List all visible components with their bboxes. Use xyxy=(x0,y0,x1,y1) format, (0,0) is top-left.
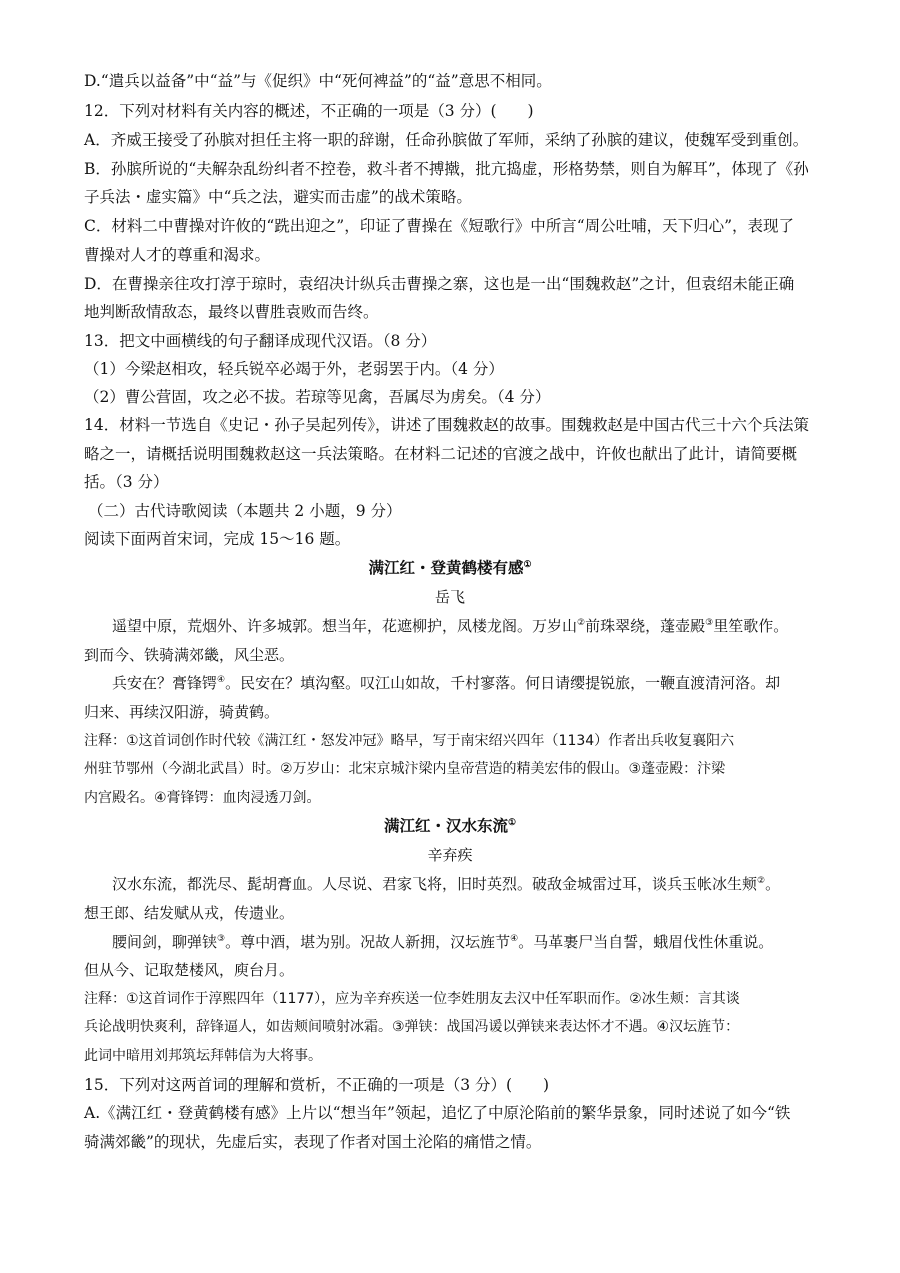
note-mark: ④ xyxy=(217,675,226,685)
q13-sentence-2: （2）曹公营固，攻之必不拔。若琼等见禽，吾属尽为虏矣。（4 分） xyxy=(84,388,551,406)
q12-option-b-line1: B．孙膑所说的“夫解杂乱纷纠者不控卷，救斗者不搏撠，批亢捣虚，形格势禁，则自为解耳”，体现了《孙 xyxy=(84,160,809,178)
note-mark: ② xyxy=(577,618,586,628)
q14-line2: 略之一，请概括说明围魏救赵这一兵法策略。在材料二记述的官渡之战中，许攸也献出了此计，请简要概 xyxy=(84,445,798,463)
note-mark: ③ xyxy=(705,618,714,628)
q15-stem: 15．下列对这两首词的理解和赏析，不正确的一项是（3 分）( ) xyxy=(84,1076,550,1094)
poem1-text: 。民安在？填沟壑。叹江山如故，千村寥落。何日请缨提锐旅，一鞭直渡清河洛。却 xyxy=(225,674,781,692)
q12-option-d-line1: D．在曹操亲往攻打淳于琼时，袁绍决计纵兵击曹操之寨，这也是一出“围魏救赵”之计，但袁绍未能正确 xyxy=(84,275,795,293)
poem2-title-text: 满江红・汉水东流 xyxy=(383,816,508,835)
poem1-text: 里笙歌作。 xyxy=(713,617,789,635)
q11-option-d: D.“遣兵以益备”中“益”与《促织》中“死何裨益”的“益”意思不相同。 xyxy=(84,72,552,90)
q12-option-a: A．齐威王接受了孙膑对担任主将一职的辞谢，任命孙膑做了军师，采纳了孙膑的建议，使魏军受到重创。 xyxy=(84,131,809,149)
q13-sentence-1: （1）今梁赵相攻，轻兵锐卒必竭于外，老弱罢于内。（4 分） xyxy=(84,360,504,378)
poem1-title-text: 满江红・登黄鹤楼有感 xyxy=(368,558,524,577)
q14-line1: 14．材料一节选自《史记・孙子吴起列传》，讲述了围魏救赵的故事。围魏救赵是中国古代三十六个兵法策 xyxy=(84,416,809,434)
poem2-text: 。 xyxy=(765,875,781,893)
section-heading: （二）古代诗歌阅读（本题共 2 小题，9 分） xyxy=(88,502,402,520)
poem2-text: 。马革裹尸当自誓，蛾眉伐性休重说。 xyxy=(518,933,774,951)
q12-option-b-line2: 子兵法・虚实篇》中“兵之法，避实而击虚”的战术策略。 xyxy=(84,188,472,206)
poem2-title-note-mark: ① xyxy=(507,817,517,828)
poem2-stanza2-line2: 但从今、记取楚楼风，庾台月。 xyxy=(84,961,295,979)
poem1-text: 遥望中原，荒烟外、许多城郭。想当年，花遮柳护，凤楼龙阁。万岁山 xyxy=(112,617,578,635)
poem1-stanza2-line1 xyxy=(112,673,780,693)
poem2-notes-line3: 此词中暗用刘邦筑坛拜韩信为大将事。 xyxy=(84,1048,322,1064)
poem2-text: 汉水东流，都洗尽、髭胡膏血。人尽说、君家飞将，旧时英烈。破敌金城雷过耳，谈兵玉帐冰生颊 xyxy=(112,875,758,893)
poem1-stanza1-line2: 到而今、铁骑满郊畿，风尘恶。 xyxy=(84,646,295,664)
poem2-notes-line1: 注释：①这首词作于淳熙四年（1177），应为辛弃疾送一位李姓朋友去汉中任军职而作。②冰生颊：言其谈 xyxy=(84,991,740,1007)
q13-stem: 13．把文中画横线的句子翻译成现代汉语。（8 分） xyxy=(84,332,437,350)
poem2-stanza2-line1 xyxy=(112,932,773,952)
poem1-title-note-mark: ① xyxy=(523,559,532,570)
poem2-text: 腰间剑，聊弹铗 xyxy=(112,933,218,951)
poem1-stanza1-line1 xyxy=(112,616,788,636)
note-mark: ③ xyxy=(217,934,226,944)
poem2-notes-line2: 兵论战明快爽利，辞锋逼人，如齿颊间喷射冰霜。③弹铗：战国冯谖以弹铗来表达怀才不遇。④汉坛旌节： xyxy=(84,1019,740,1035)
q12-option-c-line1: C．材料二中曹操对许攸的“跣出迎之”，印证了曹操在《短歌行》中所言“周公吐哺，天下归心”，表现了 xyxy=(84,217,795,235)
poem1-stanza2-line2: 归来、再续汉阳游，骑黄鹤。 xyxy=(84,703,280,721)
poem1-author: 岳飞 xyxy=(434,588,465,606)
note-mark: ④ xyxy=(510,934,519,944)
poem1-notes-line3: 内宫殿名。④膏锋锷：血肉浸透刀剑。 xyxy=(84,790,321,806)
q12-option-d-line2: 地判断敌情敌态，最终以曹胜袁败而告终。 xyxy=(84,303,379,321)
poem2-author: 辛弃疾 xyxy=(427,846,473,864)
q12-stem: 12．下列对材料有关内容的概述，不正确的一项是（3 分）( ) xyxy=(84,102,534,120)
poem2-text: 。尊中酒，堪为别。况故人新拥，汉坛旌节 xyxy=(225,933,511,951)
poem1-notes-line2: 州驻节鄂州（今湖北武昌）时。②万岁山：北宋京城汴梁内皇帝营造的精美宏伟的假山。③蓬壶殿：汴梁 xyxy=(84,761,726,777)
poem1-title xyxy=(0,558,900,578)
poem2-stanza1-line1 xyxy=(112,874,780,894)
q12-option-c-line2: 曹操对人才的尊重和渴求。 xyxy=(84,246,271,264)
section-intro: 阅读下面两首宋词，完成 15～16 题。 xyxy=(84,530,351,548)
q14-line3: 括。（3 分） xyxy=(84,473,169,491)
note-mark: ② xyxy=(757,876,766,886)
poem1-notes-line1: 注释：①这首词创作时代较《满江红・怒发冲冠》略早，写于南宋绍兴四年（1134）作者出兵收复襄阳六 xyxy=(84,733,735,749)
poem1-text: 前珠翠绕，蓬壶殿 xyxy=(585,617,706,635)
q15-option-a-line1: A.《满江红・登黄鹤楼有感》上片以“想当年”领起，追忆了中原沦陷前的繁华景象，同时述说了如今“铁 xyxy=(84,1104,791,1122)
q15-option-a-line2: 骑满郊畿”的现状，先虚后实，表现了作者对国土沦陷的痛惜之情。 xyxy=(84,1133,542,1151)
poem1-text: 兵安在？膏锋锷 xyxy=(112,674,218,692)
poem2-stanza1-line2: 想王郎、结发赋从戎，传遗业。 xyxy=(84,904,295,922)
poem2-title xyxy=(0,816,900,836)
